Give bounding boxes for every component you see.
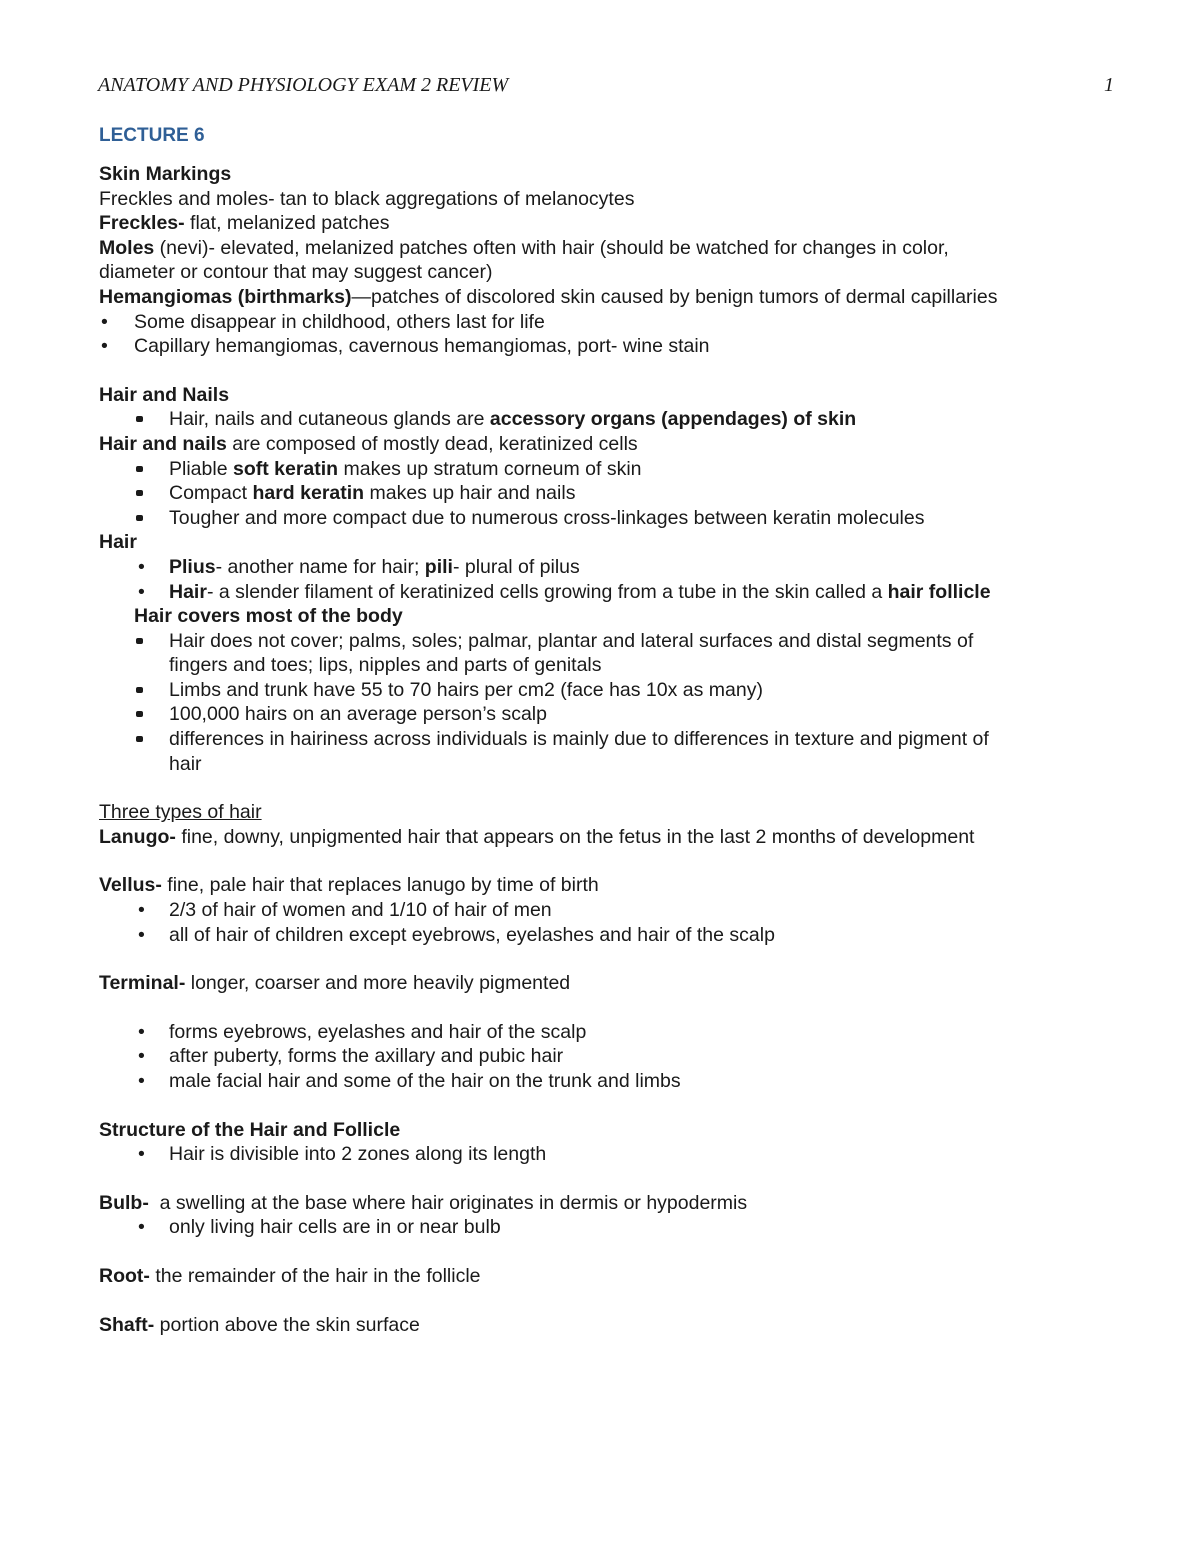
definition-vellus bbox=[99, 873, 1109, 898]
definition-text: (nevi)- elevated, melanized patches often with hair (should be watched for changes in color, bbox=[154, 236, 949, 259]
list-item bbox=[99, 457, 1109, 482]
item-text: - a slender filament of keratinized cells growing from a tube in the skin called a bbox=[206, 580, 888, 603]
item-text: Compact bbox=[169, 482, 253, 505]
item-bold: Hair bbox=[169, 580, 207, 603]
subheading-hair-covers: Hair covers most of the body bbox=[134, 605, 403, 628]
list-item: 100,000 hairs on an average person’s scalp bbox=[99, 702, 1109, 727]
paragraph bbox=[99, 432, 1109, 457]
document-body bbox=[99, 124, 1109, 1337]
lecture-title: LECTURE 6 bbox=[99, 125, 205, 146]
section-heading-hair-and-nails: Hair and Nails bbox=[99, 383, 230, 406]
list-item: • male facial hair and some of the hair on the trunk and limbs bbox=[99, 1069, 1109, 1094]
list-item bbox=[99, 481, 1109, 506]
definition-shaft bbox=[99, 1313, 1109, 1338]
list-item: • Hair is divisible into 2 zones along its length bbox=[99, 1142, 1109, 1167]
definition-root bbox=[99, 1264, 1109, 1289]
item-bold: hair follicle bbox=[887, 580, 991, 603]
term: Freckles- bbox=[99, 212, 185, 235]
page-header bbox=[98, 74, 1114, 102]
definition-text: a swelling at the base where hair originates in dermis or hypodermis bbox=[148, 1191, 748, 1214]
item-text: Hair, nails and cutaneous glands are bbox=[169, 408, 490, 431]
term: Root- bbox=[99, 1264, 150, 1287]
definition-hemangiomas bbox=[99, 285, 1109, 310]
definition-terminal bbox=[99, 971, 1109, 996]
list-item bbox=[99, 580, 1109, 605]
definition-text: longer, coarser and more heavily pigmented bbox=[185, 972, 571, 995]
section-heading-hair: Hair bbox=[99, 531, 137, 554]
definition-freckles bbox=[99, 211, 1109, 236]
item-bold: hard keratin bbox=[252, 482, 365, 505]
definition-bulb bbox=[99, 1191, 1109, 1216]
definition-text: the remainder of the hair in the follicle bbox=[149, 1264, 481, 1287]
term: Hair and nails bbox=[99, 432, 227, 455]
list-item: • after puberty, forms the axillary and pubic hair bbox=[99, 1044, 1109, 1069]
page-number: 1 bbox=[1104, 74, 1114, 96]
item-text: makes up stratum corneum of skin bbox=[338, 457, 642, 480]
term: Shaft- bbox=[99, 1313, 155, 1336]
term: Vellus- bbox=[99, 874, 162, 897]
list-item: • forms eyebrows, eyelashes and hair of the scalp bbox=[99, 1020, 1109, 1045]
list-item: • Some disappear in childhood, others last for life bbox=[99, 310, 1109, 335]
list-item: Hair does not cover; palms, soles; palmar, plantar and lateral surfaces and distal segments of bbox=[99, 629, 1109, 654]
definition-text: fine, downy, unpigmented hair that appears on the fetus in the last 2 months of development bbox=[175, 825, 975, 848]
item-bold: soft keratin bbox=[232, 457, 339, 480]
definition-text: diameter or contour that may suggest cancer) bbox=[99, 261, 493, 284]
list-item-continuation: hair bbox=[169, 752, 202, 775]
section-heading-three-types: Three types of hair bbox=[99, 801, 262, 824]
section-heading-structure: Structure of the Hair and Follicle bbox=[99, 1118, 401, 1141]
item-bold: Plius bbox=[169, 555, 216, 578]
term: Lanugo- bbox=[99, 825, 176, 848]
list-item bbox=[99, 407, 1109, 432]
definition-moles bbox=[99, 236, 1109, 261]
list-item-continuation: fingers and toes; lips, nipples and parts of genitals bbox=[169, 654, 602, 677]
list-item: • 2/3 of hair of women and 1/10 of hair of men bbox=[99, 898, 1109, 923]
item-text: Pliable bbox=[169, 457, 233, 480]
list-item: differences in hairiness across individuals is mainly due to differences in texture and pigment of bbox=[99, 727, 1109, 752]
list-item bbox=[99, 555, 1109, 580]
list-item: • only living hair cells are in or near bulb bbox=[99, 1215, 1109, 1240]
term: Hemangiomas (birthmarks) bbox=[99, 285, 352, 308]
term: Terminal- bbox=[99, 972, 186, 995]
item-text: makes up hair and nails bbox=[364, 482, 576, 505]
section-heading-skin-markings: Skin Markings bbox=[99, 163, 232, 185]
list-item: • all of hair of children except eyebrows, eyelashes and hair of the scalp bbox=[99, 923, 1109, 948]
header-title: ANATOMY AND PHYSIOLOGY EXAM 2 REVIEW bbox=[98, 74, 509, 96]
item-text: - another name for hair; bbox=[215, 555, 425, 578]
definition-text: portion above the skin surface bbox=[154, 1313, 420, 1336]
paragraph-text: are composed of mostly dead, keratinized cells bbox=[226, 432, 638, 455]
term: Bulb- bbox=[99, 1191, 149, 1214]
item-bold: accessory organs (appendages) of skin bbox=[489, 408, 857, 431]
paragraph: Freckles and moles- tan to black aggregations of melanocytes bbox=[99, 187, 635, 210]
list-item: Tougher and more compact due to numerous cross-linkages between keratin molecules bbox=[99, 506, 1109, 531]
list-item: Limbs and trunk have 55 to 70 hairs per cm2 (face has 10x as many) bbox=[99, 678, 1109, 703]
definition-text: fine, pale hair that replaces lanugo by time of birth bbox=[161, 874, 599, 897]
definition-text: —patches of discolored skin caused by benign tumors of dermal capillaries bbox=[351, 285, 998, 308]
item-text: - plural of pilus bbox=[452, 555, 580, 578]
list-item: • Capillary hemangiomas, cavernous hemangiomas, port- wine stain bbox=[99, 334, 1109, 359]
term: Moles bbox=[99, 236, 155, 259]
item-bold: pili bbox=[424, 555, 453, 578]
definition-text: flat, melanized patches bbox=[184, 212, 390, 235]
definition-lanugo bbox=[99, 825, 1109, 850]
